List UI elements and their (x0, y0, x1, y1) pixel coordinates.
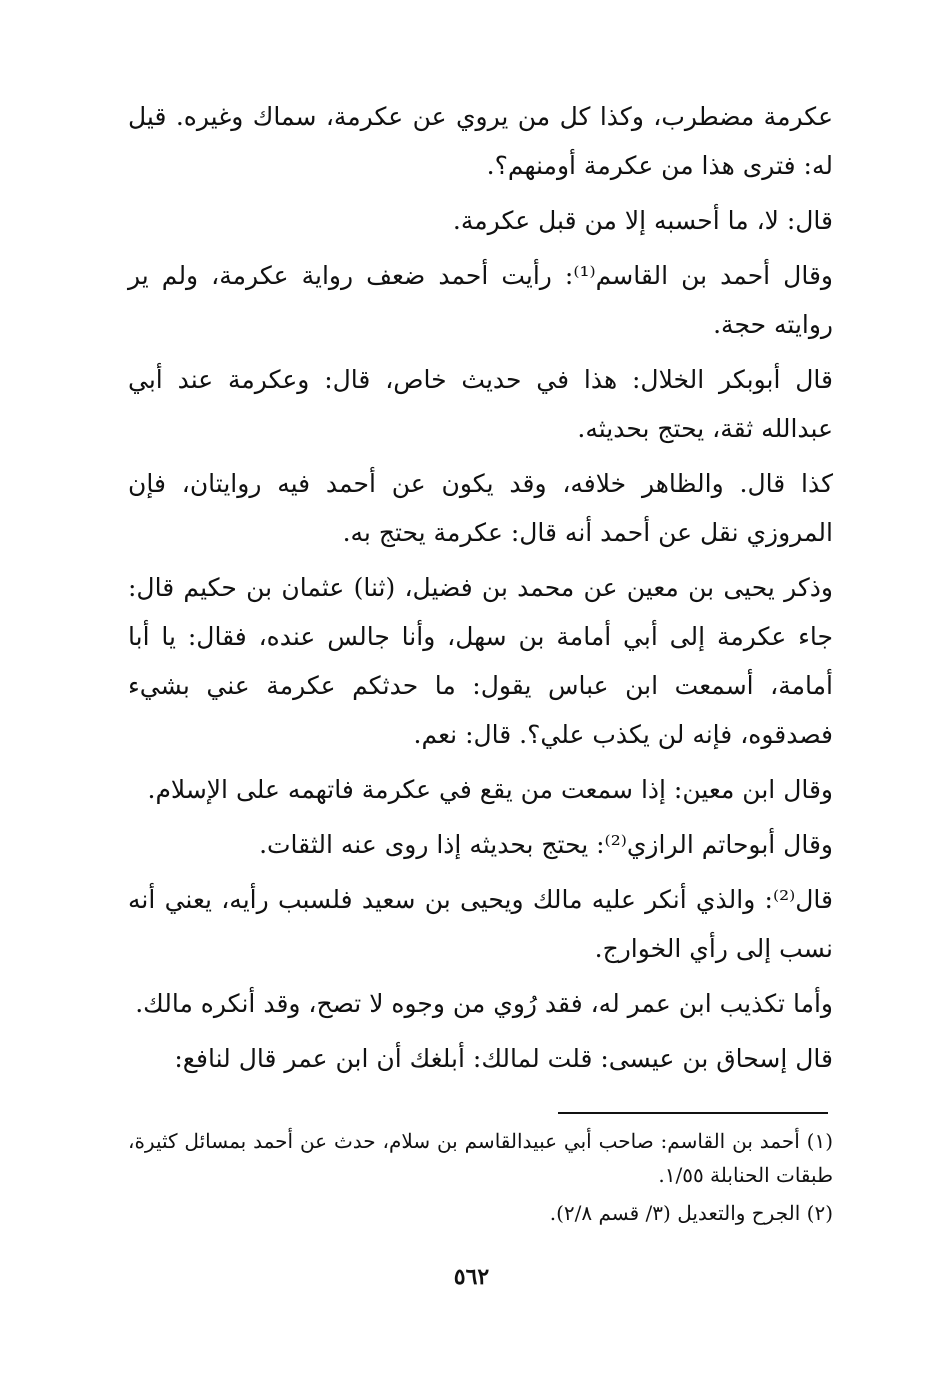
paragraph-1: عكرمة مضطرب، وكذا كل من يروي عن عكرمة، سماك وغيره. قيل له: فترى هذا من عكرمة أومنهم؟. (128, 102, 833, 180)
footnotes (128, 1124, 833, 1234)
paragraph-9: قال⁽²⁾: والذي أنكر عليه مالك ويحيى بن سعيد فلسبب رأيه، يعني أنه نسب إلى رأي الخوارج. (128, 885, 833, 963)
page-number: ٥٦٢ (453, 1264, 490, 1290)
paragraph-11: قال إسحاق بن عيسى: قلت لمالك: أبلغك أن ابن عمر قال لنافع: (174, 1044, 833, 1073)
paragraph-3: وقال أحمد بن القاسم⁽¹⁾: رأيت أحمد ضعف رواية عكرمة، ولم ير روايته حجة. (128, 261, 833, 339)
paragraph-6: وذكر يحيى بن معين عن محمد بن فضيل، (ثنا) عثمان بن حكيم قال: جاء عكرمة إلى أبي أمامة بن سهل، وأنا جالس عنده، فقال: يا أبا أمامة، أسمعت ابن عباس يقول: ما حدثكم عكرمة عني بشيء فصدقوه، فإنه لن يكذب علي؟. قال: نعم. (128, 573, 833, 749)
paragraph-5: كذا قال. والظاهر خلافه، وقد يكون عن أحمد فيه روايتان، فإن المروزي نقل عن أحمد أنه قال: عكرمة يحتج به. (128, 469, 833, 547)
paragraph-8: وقال أبوحاتم الرازي⁽²⁾: يحتج بحديثه إذا روى عنه الثقات. (259, 830, 833, 859)
footnote-divider (558, 1112, 828, 1114)
paragraph-4: قال أبوبكر الخلال: هذا في حديث خاص، قال: وعكرمة عند أبي عبدالله ثقة، يحتج بحديثه. (128, 365, 833, 443)
paragraph-7: وقال ابن معين: إذا سمعت من يقع في عكرمة فاتهمه على الإسلام. (147, 775, 833, 804)
paragraph-2: قال: لا، ما أحسبه إلا من قبل عكرمة. (452, 206, 833, 235)
main-text (128, 92, 833, 1089)
paragraph-10: وأما تكذيب ابن عمر له، فقد رُوي من وجوه لا تصح، وقد أنكره مالك. (135, 989, 833, 1018)
footnote-2: (٢) الجرح والتعديل (٣/ قسم ٢/٨). (549, 1201, 833, 1225)
footnote-1: (١) أحمد بن القاسم: صاحب أبي عبيدالقاسم بن سلام، حدث عن أحمد بمسائل كثيرة، طبقات الحنابلة ١/٥٥. (128, 1129, 833, 1187)
